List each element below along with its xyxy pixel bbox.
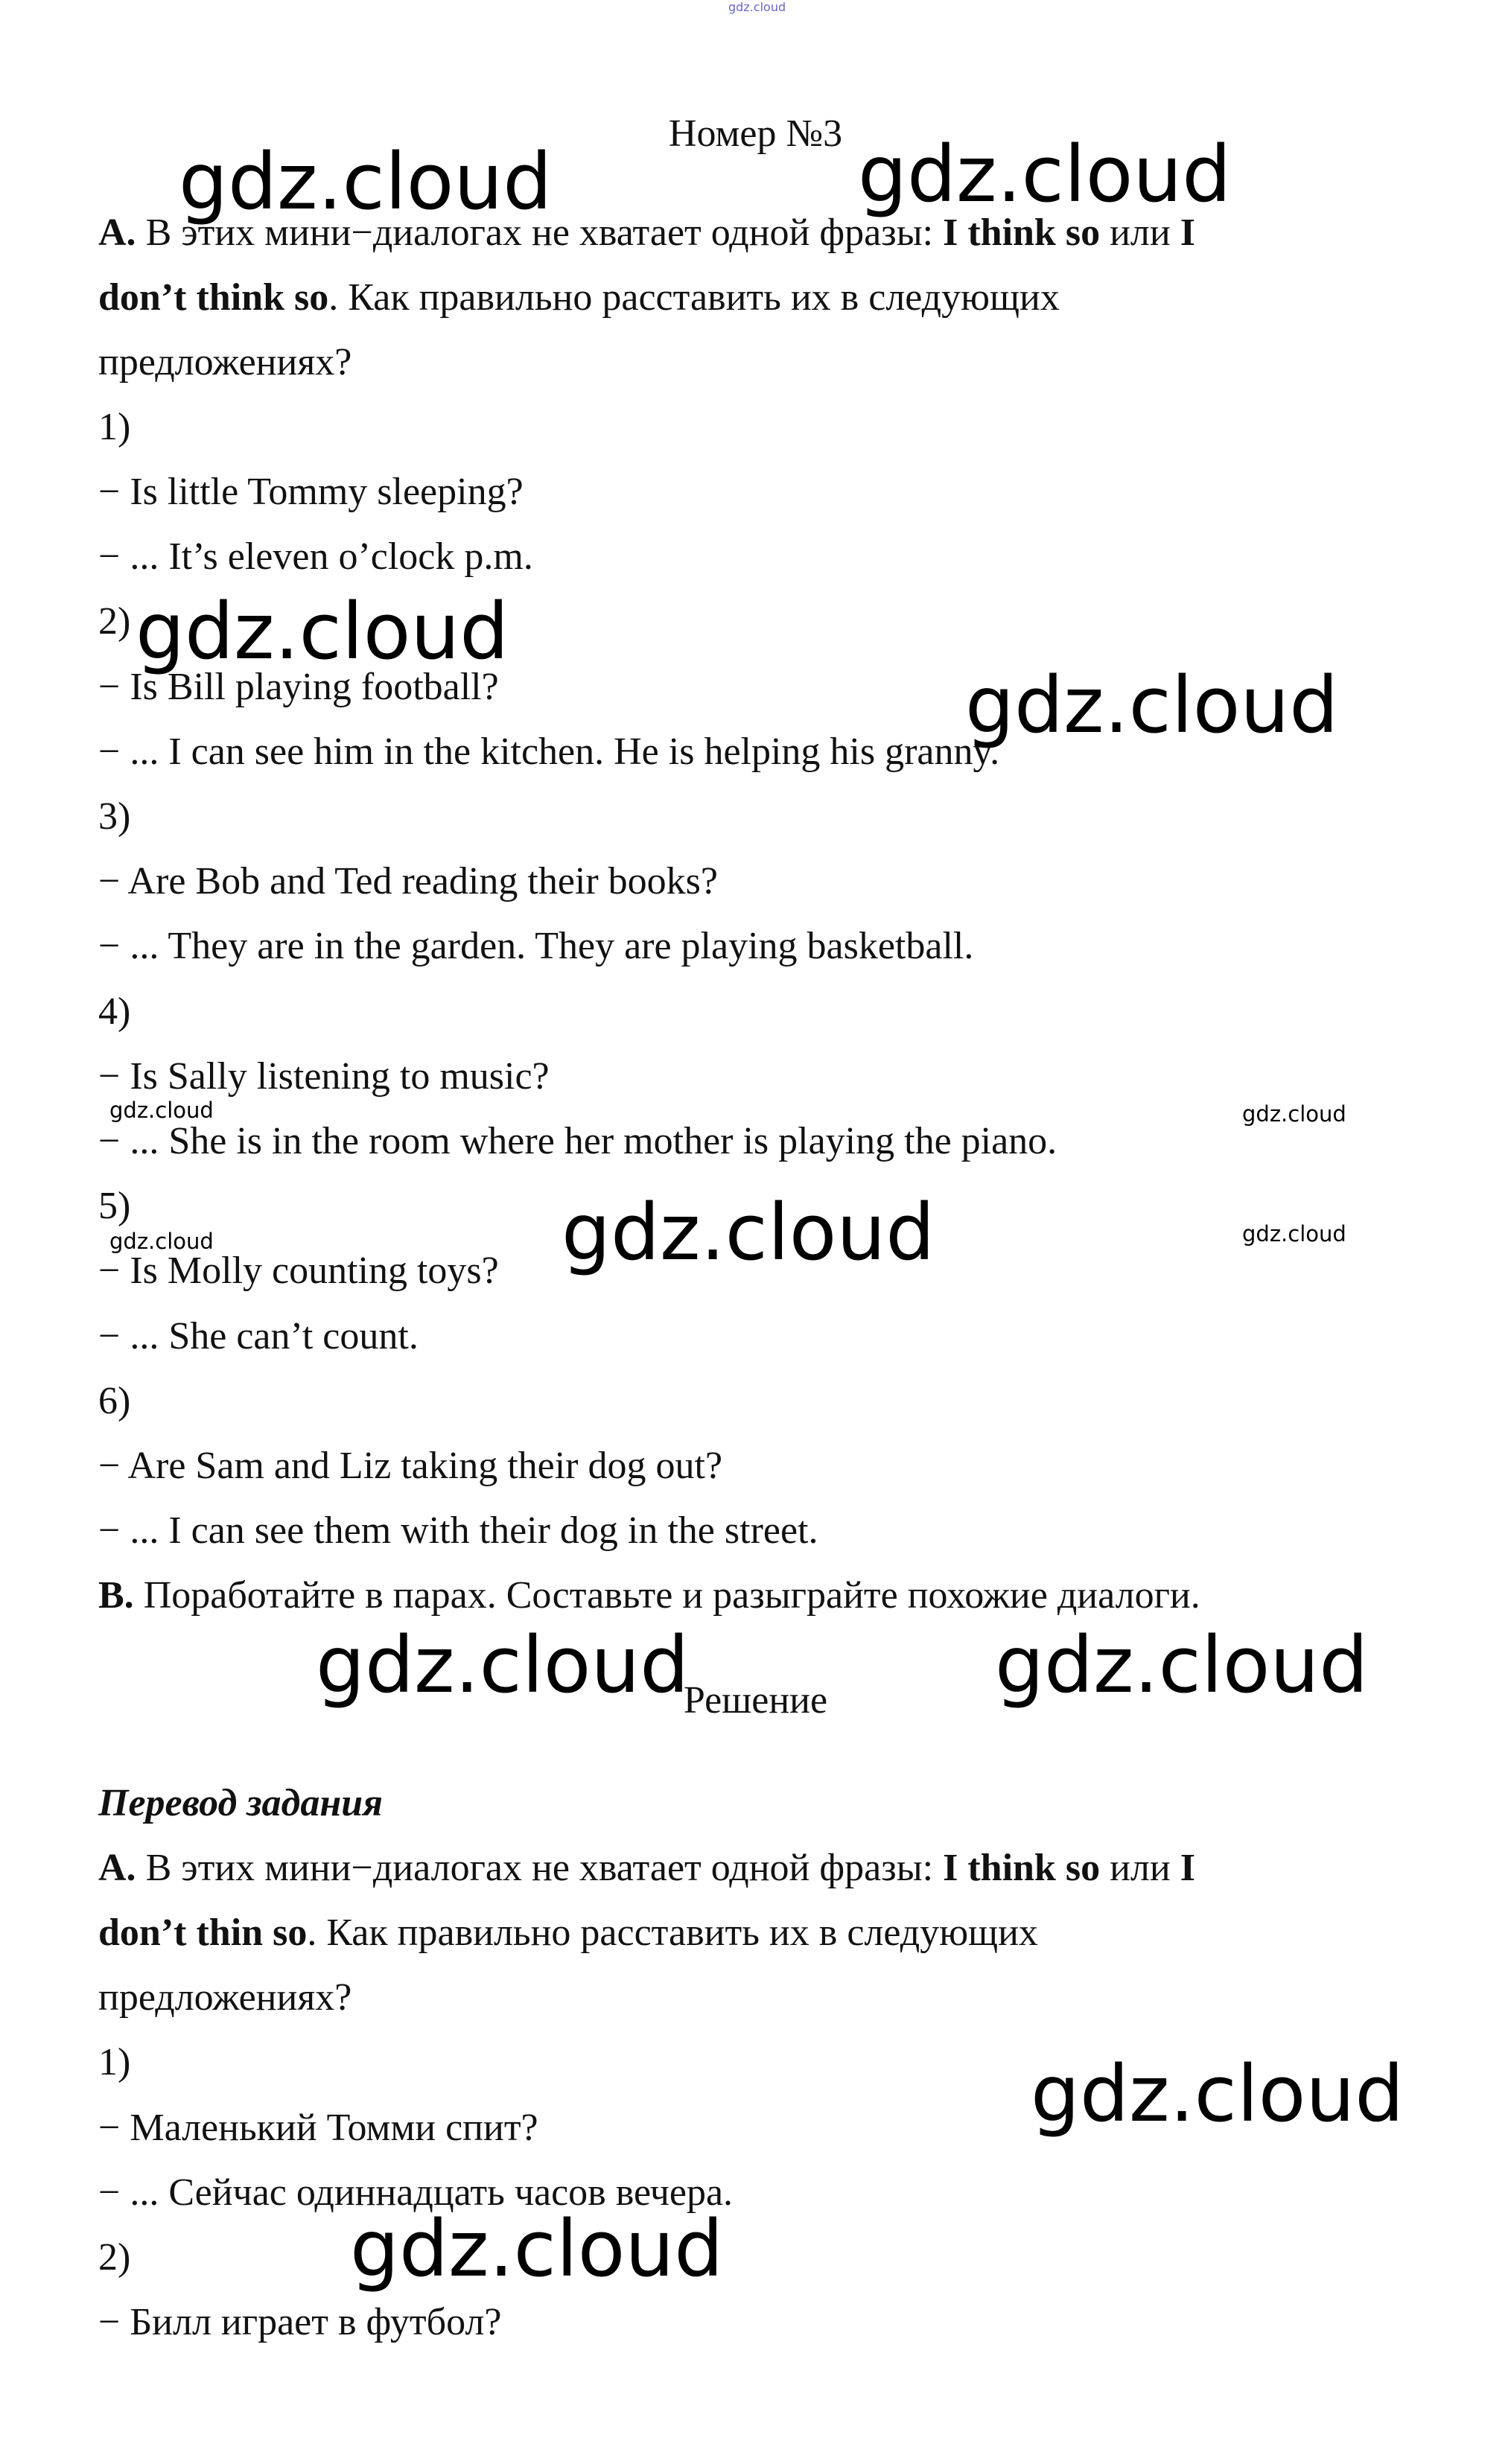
dialog-5-answer: − ... She can’t count. [98, 1315, 419, 1357]
small-watermark-4: gdz.cloud [1242, 1221, 1346, 1247]
phrase-dont-think-so: don’t think so [98, 276, 329, 319]
task-a-instruction: . Как правильно расставить их в следующих [328, 276, 1060, 319]
translation-phrase-i: I [1180, 1847, 1195, 1889]
task-a-or: или [1100, 211, 1180, 254]
dialog-1-answer: − ... It’s eleven o’clock p.m. [98, 535, 533, 578]
watermark-1: gdz.cloud [179, 136, 553, 227]
watermark-3: gdz.cloud [136, 586, 509, 677]
dialog-6-question: − Are Sam and Liz taking their dog out? [98, 1445, 723, 1487]
small-watermark-2: gdz.cloud [1242, 1101, 1346, 1127]
dialog-3-answer: − ... They are in the garden. They are playing basketball. [98, 925, 974, 967]
translation-heading-text: Перевод задания [98, 1782, 383, 1824]
translation-dialog-2-question: − Билл играет в футбол? [98, 2301, 502, 2343]
dialog-2-number: 2) [98, 600, 131, 643]
translation-a-line-3: предложениях? [98, 1976, 352, 2019]
dialog-1-number: 1) [98, 406, 131, 448]
dialog-4-answer: − ... She is in the room where her mother is playing the piano. [98, 1120, 1057, 1162]
task-b-text: Поработайте в парах. Составьте и разыграйте похожие диалоги. [133, 1574, 1200, 1617]
translation-heading [98, 1781, 383, 1826]
phrase-i-think-so: I think so [943, 211, 1101, 254]
dialog-5-number: 5) [98, 1185, 131, 1227]
translation-phrase-i-think-so: I think so [943, 1847, 1101, 1889]
phrase-i: I [1180, 211, 1195, 254]
watermark-5: gdz.cloud [562, 1187, 935, 1278]
watermark-9: gdz.cloud [350, 2203, 724, 2294]
dialog-2-question: − Is Bill playing football? [98, 666, 499, 708]
dialog-3-question: − Are Bob and Ted reading their books? [98, 860, 718, 902]
translation-a-text: В этих мини−диалогах не хватает одной фразы: [136, 1847, 944, 1889]
translation-dialog-2-number: 2) [98, 2236, 131, 2279]
watermark-6: gdz.cloud [316, 1620, 690, 1710]
translation-dialog-1-number: 1) [98, 2041, 131, 2083]
translation-a-line-2 [98, 1911, 1038, 1955]
task-a-line-3: предложениях? [98, 341, 352, 383]
translation-a-or: или [1100, 1847, 1180, 1889]
top-watermark: gdz.cloud [728, 0, 786, 14]
translation-dialog-1-question: − Маленький Томми спит? [98, 2107, 538, 2149]
translation-a-line-1 [98, 1846, 1195, 1891]
dialog-5-question: − Is Molly counting toys? [98, 1249, 499, 1292]
dialog-4-question: − Is Sally listening to music? [98, 1055, 550, 1098]
translation-a-label: А. [98, 1847, 136, 1889]
task-b-label: B. [98, 1574, 134, 1617]
task-a-text: В этих мини−диалогах не хватает одной фразы: [136, 211, 944, 254]
task-b-line [98, 1573, 1200, 1618]
translation-dialog-1-answer: − ... Сейчас одиннадцать часов вечера. [98, 2171, 734, 2214]
dialog-6-answer: − ... I can see them with their dog in the street. [98, 1509, 818, 1552]
task-a-line-2 [98, 276, 1060, 320]
dialog-4-number: 4) [98, 990, 131, 1033]
small-watermark-3: gdz.cloud [109, 1229, 214, 1254]
task-a-label: A. [98, 211, 136, 254]
dialog-2-answer: − ... I can see him in the kitchen. He is helping his granny. [98, 730, 1000, 773]
page-title: Номер №3 [668, 112, 843, 155]
solution-heading: Решение [683, 1679, 828, 1722]
watermark-2: gdz.cloud [858, 129, 1232, 220]
translation-a-instruction: . Как правильно расставить их в следующих [307, 1911, 1038, 1954]
dialog-6-number: 6) [98, 1380, 131, 1422]
translation-phrase-dont-think-so: don’t thin so [98, 1911, 308, 1954]
watermark-8: gdz.cloud [1031, 2048, 1405, 2139]
dialog-3-number: 3) [98, 795, 131, 838]
watermark-4: gdz.cloud [965, 660, 1339, 751]
watermark-7: gdz.cloud [995, 1620, 1369, 1710]
dialog-1-question: − Is little Tommy sleeping? [98, 471, 524, 513]
small-watermark-1: gdz.cloud [109, 1098, 214, 1123]
